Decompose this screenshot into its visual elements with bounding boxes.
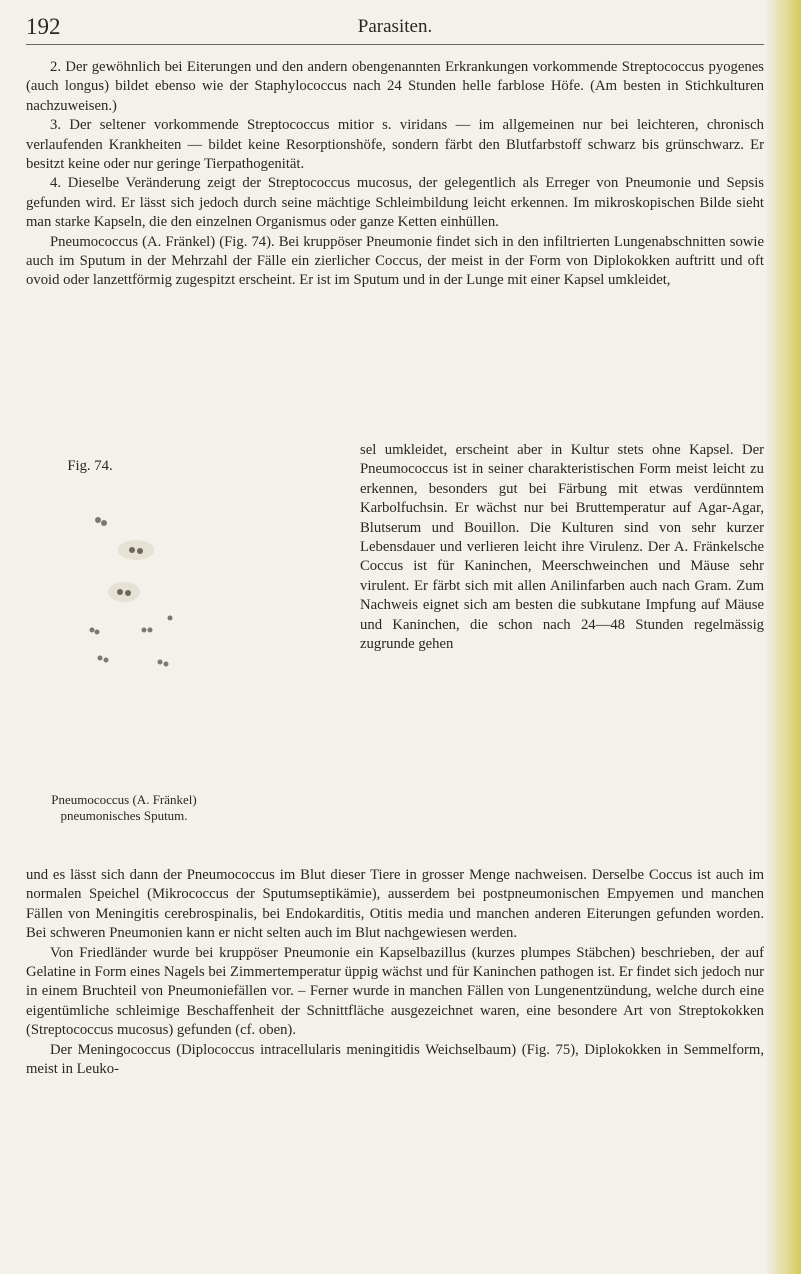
page-edge-shadow: [767, 0, 801, 1274]
header-rule: [26, 44, 764, 45]
capsule-halo: [108, 582, 140, 602]
figure-caption: Pneumococcus (A. Fränkel) pneumonisches Sputum.: [51, 792, 197, 823]
figure-illustration: [40, 480, 252, 742]
paragraph-streptococcus-pyogenes: 2. Der gewöhnlich bei Eiterungen und den andern obengenannten Erkrankungen vorkommende Streptococcus pyogenes (auch longus) bildet ebenso wie der Staphylococcus nach 24 Stunden helle farblose Höfe. (Am besten in Stichkulturen nachzuweisen.): [26, 59, 764, 114]
diplococcus-mark: [142, 628, 147, 633]
main-text-bottom: [26, 866, 764, 1079]
paragraph-streptococcus-viridans: 3. Der seltener vorkommende Streptococcus mitior s. viridans — im allgemeinen nur bei leichteren, chronisch verlaufenden Krankheiten — bildet keine Resorptionshöfe, sondern färbt den Blutfarbstoff schwarz bis grünschwarz. Er besitzt keine oder nur geringe Tierpathogenität.: [26, 117, 764, 173]
diplococcus-mark: [148, 628, 153, 633]
diplococcus-mark: [90, 628, 95, 633]
figure-label: Fig. 74.: [67, 458, 113, 474]
paragraph-streptococcus-mucosus: 4. Dieselbe Veränderung zeigt der Streptococcus mucosus, der gelegentlich als Erreger von Pneumonie und Sepsis gefunden wird. Er lässt sich jedoch durch seine mächtige Schleimbildung leicht erkennen. Im mikroskopischen Bilde sieht man starke Kapseln, die den einzelnen Organismus oder ganze Ketten einhüllen.: [26, 175, 764, 231]
running-title: Parasiten.: [357, 16, 433, 37]
diplococcus-mark: [137, 548, 143, 554]
page-number: 192: [26, 14, 61, 39]
pneumococcus-side-text: sel umkleidet, erscheint aber in Kultur stets ohne Kapsel. Der Pneumococcus ist in seiner charakteristischen Form meist leicht zu erkennen, besonders gut bei Färbung mit etwas verdünntem Karbolfuchsin. Er wächst nur bei Bruttemperatur auf Agar-Agar, Blutserum und Bouillon. Die Kulturen sind von sehr kurzer Lebensdauer und verlieren leicht ihre Virulenz. Der A. Fränkelsche Coccus ist für Kaninchen, Meerschweinchen und Mäuse sehr virulent. Er färbt sich mit allen Anilinfarben auch nach Gram. Zum Nachweis eignet sich am besten die subkutane Impfung auf Mäuse und Kaninchen, die schon nach 24—48 Stunden regelmässig zugrunde gehen: [360, 442, 764, 653]
diplococcus-mark: [117, 589, 123, 595]
diplococcus-mark: [101, 520, 107, 526]
paragraph-friedlaender: Von Friedländer wurde bei kruppöser Pneumonie ein Kapselbazillus (kurzes plumpes Stäbchen) beschrieben, der auf Gelatine in Form eines Nagels bei Zimmertemperatur üppig wächst und für Kaninchen pathogen ist. Er findet sich jedoch nur in einem Bruchteil von Pneumoniefällen vor. – Ferner wurde in manchen Fällen von Lungenentzündung, welche durch eine eigentümliche schleimige Beschaffenheit der Schnittfläche ausgezeichnet waren, eine besondere Art von Streptokokken (Streptococcus mucosus) gefunden (cf. oben).: [26, 944, 764, 1039]
diplococcus-mark: [129, 547, 135, 553]
diplococcus-mark: [164, 662, 169, 667]
paragraph-pneumococcus-continued: und es lässt sich dann der Pneumococcus im Blut dieser Tiere in grosser Menge nachweisen. Derselbe Coccus ist auch im normalen Speichel (Mikrococcus der Sputumseptikämie), ausserdem bei postpneumonischen Empyemen und manchen Fällen von Meningitis cerebrospinalis, bei Endokarditis, Otitis media und manchen anderen Eiterungen gefunden worden. Bei schweren Pneumonien kann er nicht selten auch im Blut nachgewiesen werden.: [26, 867, 764, 942]
diplococcus-mark: [98, 656, 103, 661]
diplococcus-mark: [125, 590, 131, 596]
diplococcus-mark: [104, 658, 109, 663]
page-header: [26, 14, 764, 42]
diplococcus-mark: [95, 517, 101, 523]
diplococcus-mark: [158, 660, 163, 665]
diplococcus-mark: [95, 630, 100, 635]
diplococcus-mark: [168, 616, 173, 621]
paragraph-pneumococcus-intro: Pneumococcus (A. Fränkel) (Fig. 74). Bei kruppöser Pneumonie findet sich in den infiltrierten Lungenabschnitten sowie auch im Sputum in der Mehrzahl der Fälle ein zierlicher Coccus, der meist in der Form von Diplokokken auftritt und oft ovoid oder lanzettförmig zugespitzt erscheint. Er ist im Sputum und in der Lunge mit einer Kapsel umkleidet,: [26, 233, 764, 289]
main-text-top: [26, 58, 764, 291]
paragraph-meningococcus: Der Meningococcus (Diplococcus intracellularis meningitidis Weichselbaum) (Fig. 75), Diplokokken in Semmelform, meist in Leuko-: [26, 1041, 764, 1078]
capsule-halo: [118, 540, 154, 560]
